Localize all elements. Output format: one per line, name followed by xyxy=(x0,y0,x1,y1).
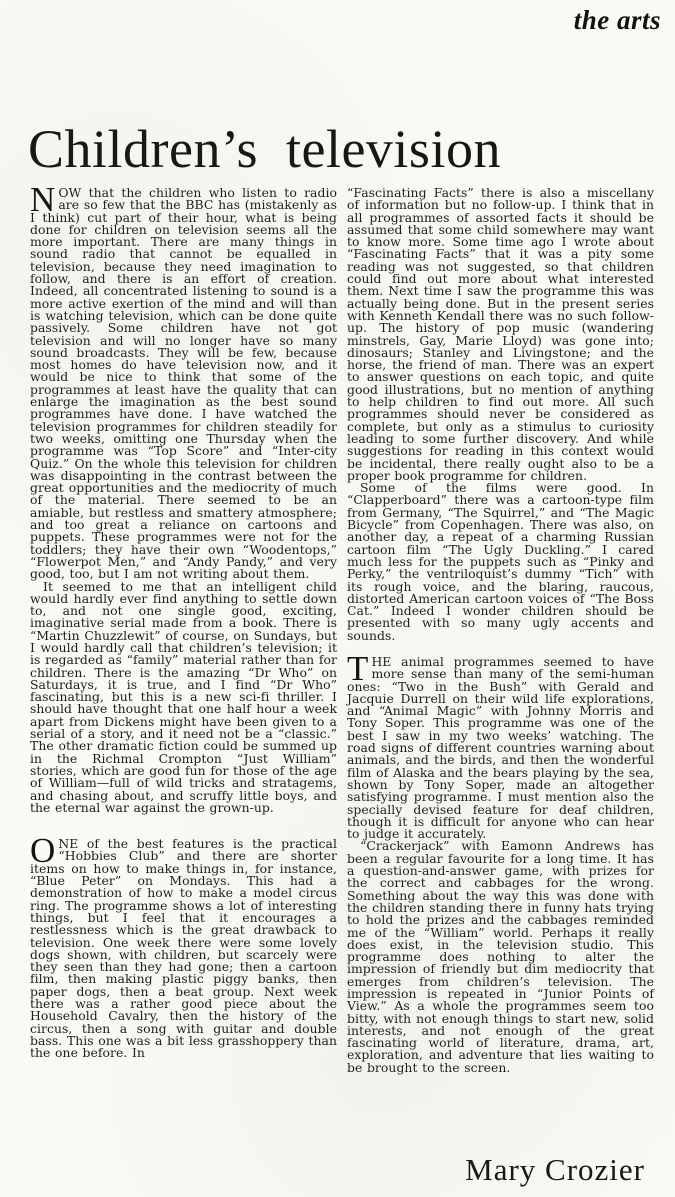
column-right xyxy=(347,187,654,1074)
paragraph-text: It seemed to me that an intelligent child would hardly ever find anything to settle down to, and not one single good, exciting, imaginative serial made from a book. There is “Martin Chuzzlewit” of course, on Sundays, but I would hardly call that children’s television; it is regarded as “family” material rather than for children. There is the amazing “Dr Who” on Saturdays, it is true, and I find “Dr Who” fascinating, but this is a new sci-fi thriller. I should have thought that one half hour a week apart from Dickens might have been given to a serial of a story, and it need not be a “classic.” The other dramatic fiction could be summed up in the Richmal Crompton “Just William” stories, which are good fun for those of the age of William—full of wild tricks and stratagems, and chasing about, and scruffy little boys, and the eternal war against the grown-up. xyxy=(30,578,337,815)
paragraph-one-best-features xyxy=(30,831,337,1061)
paragraph-text: OW that the children who listen to radio are so few that the BBC has (mistakenly as I think) cut part of their hour, what is being done for children on television seems all the more important. There are many things in sound radio that cannot be equalled in television, because they need imagination to follow, and there is an effort of creation. Indeed, all concentrated listening to sound is a more active exertion of the mind and will than is watching television, which can be done quite passively. Some children have not got television and will no longer have so many sound broadcasts. They will be few, because most homes do have television now, and it would be nice to think that some of the programmes at least have the quality that can enlarge the imagination as the best sound programmes have done. I have watched the television programmes for children steadily for two weeks, omitting one Thursday when the programme was “Top Score” and “Inter-city Quiz.” On the whole this television for children was disappointing in the contrast between the great opportunities and the mediocrity of much of the material. There seemed to be an amiable, but restless and smattery atmosphere; and too great a reliance on cartoons and puppets. These programmes were not for the toddlers; they have their own “Woodentops,” “Flowerpot Men,” and “Andy Pandy,” and very good, too, but I am not writing about them. xyxy=(30,185,337,582)
paragraph-fascinating-facts xyxy=(347,187,654,482)
paragraph-films-were-good xyxy=(347,482,654,642)
paragraph-animal-programmes xyxy=(347,648,654,842)
section-label: the arts xyxy=(573,5,661,35)
dropcap-letter-n: N xyxy=(30,180,56,219)
paragraph-text: NE of the best features is the practical “Hobbies Club” and there are shorter items on how to make things in, for instance, “Blue Peter” on Mondays. This had a demonstration of how to make a model circus ring. The programme shows a lot of interesting things, but I feel that it encourages a restlessness which is the great drawback to television. One week there were some lovely dogs shown, with children, but scarcely were they seen than they had gone; then a cartoon film, then making plastic piggy banks, then paper dogs, then a beat group. Next week there was a rather good piece about the Household Cavalry, then the history of the circus, then a song with guitar and double bass. This one was a bit less grasshoppery than the one before. In xyxy=(30,836,337,1061)
article-title: Children’s television xyxy=(28,119,501,179)
article-body xyxy=(30,180,654,1075)
paragraph-now-that-children xyxy=(30,180,337,582)
paragraph-text: “Fascinating Facts” there is also a miscellany of information but no follow-up. I think that in all programmes of assorted facts it should be assumed that some child somewhere may want to know more. Some time ago I wrote about “Fascinating Facts” that it was a pity some reading was not suggested, so that children could find out more about what interested them. Next time I saw the programme this was actually being done. But in the present series with Kenneth Kendall there was no such follow-up. The history of pop music (wandering minstrels, Gay, Marie Lloyd) was gone into; dinosaurs; Stanley and Livingstone; and the horse, the friend of man. There was an expert to answer questions on each topic, and quite good illustrations, but no mention of anything to help children to find out more. All such programmes should never be considered as complete, but only as a stimulus to curiosity leading to some further discovery. And while suggestions for reading in this context would be incidental, there really ought also to be a proper book programme for children. xyxy=(347,185,654,483)
paragraph-crackerjack xyxy=(347,840,654,1074)
dropcap-letter-t: T xyxy=(347,648,369,688)
byline: Mary Crozier xyxy=(465,1152,645,1187)
paragraph-text: HE animal programmes seemed to have more sense than many of the semi-human ones: “Two in the Bush” with Gerald and Jacquie Durrell on their wild life explorations, and “Animal Magic” with Johnny Morris and Tony Soper. This programme was one of the best I saw in my two weeks’ watching. The road signs of different countries warning about animals, and the birds, and then the wonderful film of Alaska and the bears playing by the sea, shown by Tony Soper, made an altogether satisfying programme. I must mention also the specially devised feature for deaf children, though it is difficult for anyone who can hear to judge it accurately. xyxy=(347,653,654,842)
paragraph-text: Some of the films were good. In “Clapperboard” there was a cartoon-type film from Germany, “The Squirrel,” and “The Magic Bicycle” from Copenhagen. There was also, on another day, a repeat of a charming Russian cartoon film “The Ugly Duckling.” I cared much less for the puppets such as “Pinky and Perky,” the ventriloquist’s dummy “Tich” with its rough voice, and the blaring, raucous, distorted American cartoon voices of “The Boss Cat.” Indeed I wonder children should be presented with so many ugly accents and sounds. xyxy=(347,480,654,643)
paragraph-intelligent-child xyxy=(30,578,337,815)
paragraph-text: “Crackerjack” with Eamonn Andrews has been a regular favourite for a long time. It has a question-and-answer game, with prizes for the correct and cabbages for the wrong. Something about the way this was done with the children standing there in funny hats trying to hold the prizes and the cabbages reminded me of the “William” world. Perhaps it really does exist, in the television studio. This programme does nothing to alter the impression of friendly but dim mediocrity that emerges from children’s television. The impression is repeated in “Junior Points of View.” As a whole the programmes seem too bitty, with not enough things to start new, solid interests, and not enough of the great fascinating world of literature, drama, art, exploration, and adventure that lies waiting to be brought to the screen. xyxy=(347,838,654,1075)
dropcap-letter-o: O xyxy=(30,831,56,871)
column-left xyxy=(30,180,337,1074)
